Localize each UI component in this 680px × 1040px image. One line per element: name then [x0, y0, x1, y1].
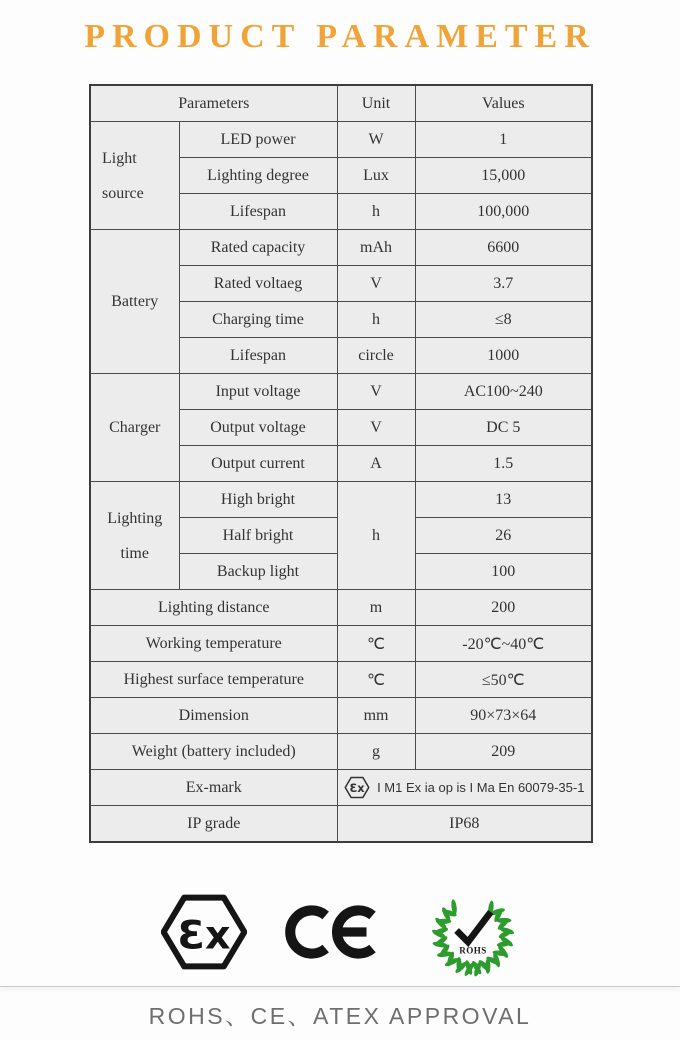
table-cell: h — [337, 482, 415, 590]
table-cell: 13 — [415, 482, 592, 518]
table-row — [90, 698, 592, 734]
table-cell: g — [337, 734, 415, 770]
product-parameter-table — [89, 84, 593, 843]
table-row — [90, 122, 592, 158]
table-cell: 1.5 — [415, 446, 592, 482]
table-cell: V — [337, 374, 415, 410]
table-cell: LED power — [179, 122, 337, 158]
table-cell: ≤50℃ — [415, 662, 592, 698]
table-header-row — [90, 85, 592, 122]
table-cell: IP grade — [90, 806, 337, 843]
table-cell: Lighting distance — [90, 590, 337, 626]
ex-mark-icon — [344, 776, 370, 799]
table-cell: 6600 — [415, 230, 592, 266]
checkmark-icon — [459, 915, 489, 942]
table-cell: V — [337, 266, 415, 302]
table-cell — [337, 770, 592, 806]
table-cell: Lighting time — [90, 482, 179, 590]
table-cell: Light source — [90, 122, 179, 230]
table-cell: Highest surface temperature — [90, 662, 337, 698]
table-cell: mm — [337, 698, 415, 734]
table-cell: Weight (battery included) — [90, 734, 337, 770]
table-row — [90, 806, 592, 843]
certification-logos — [0, 878, 680, 986]
table-cell: 100,000 — [415, 194, 592, 230]
table-cell: Output current — [179, 446, 337, 482]
table-cell: Rated voltaeg — [179, 266, 337, 302]
ex-symbol-text: Ɛx — [349, 782, 365, 796]
section-divider — [0, 986, 680, 987]
table-row — [90, 590, 592, 626]
table-cell: m — [337, 590, 415, 626]
ex-symbol-text: Ɛx — [177, 912, 231, 959]
table-cell: 1 — [415, 122, 592, 158]
page-title: PRODUCT PARAMETER — [84, 18, 596, 55]
table-cell: W — [337, 122, 415, 158]
table-header-cell: Parameters — [90, 85, 337, 122]
table-cell: ℃ — [337, 662, 415, 698]
table-cell: 3.7 — [415, 266, 592, 302]
table-cell: 26 — [415, 518, 592, 554]
table-row — [90, 662, 592, 698]
table-cell: 209 — [415, 734, 592, 770]
table-cell: IP68 — [337, 806, 592, 843]
table-cell: Rated capacity — [179, 230, 337, 266]
table-cell: ℃ — [337, 626, 415, 662]
table-cell: Input voltage — [179, 374, 337, 410]
table-cell: 100 — [415, 554, 592, 590]
table-row — [90, 734, 592, 770]
table-cell: High bright — [179, 482, 337, 518]
table-cell: A — [337, 446, 415, 482]
ex-mark-value — [341, 776, 589, 799]
table-header-cell: Unit — [337, 85, 415, 122]
table-cell: 90×73×64 — [415, 698, 592, 734]
rohs-logo-icon — [427, 884, 519, 980]
table-cell: Ex-mark — [90, 770, 337, 806]
table-cell: Output voltage — [179, 410, 337, 446]
table-cell: Charger — [90, 374, 179, 482]
table-cell: Half bright — [179, 518, 337, 554]
rohs-label-text: ROHS — [459, 945, 487, 956]
table-cell: circle — [337, 338, 415, 374]
table-cell: Lux — [337, 158, 415, 194]
table-row — [90, 770, 592, 806]
table-cell: Charging time — [179, 302, 337, 338]
table-cell: Lighting degree — [179, 158, 337, 194]
table-cell: 1000 — [415, 338, 592, 374]
table-cell: DC 5 — [415, 410, 592, 446]
table-cell: Dimension — [90, 698, 337, 734]
table-cell: Lifespan — [179, 338, 337, 374]
table-cell: mAh — [337, 230, 415, 266]
table-cell: h — [337, 194, 415, 230]
approval-text: ROHS、CE、ATEX APPROVAL — [148, 1003, 532, 1029]
table-cell: -20℃~40℃ — [415, 626, 592, 662]
ex-mark-text: I M1 Ex ia op is I Ma En 60079-35-1 — [377, 780, 585, 795]
table-cell: Battery — [90, 230, 179, 374]
table-cell: AC100~240 — [415, 374, 592, 410]
table-row — [90, 626, 592, 662]
table-cell: Working temperature — [90, 626, 337, 662]
ce-logo-icon — [283, 893, 391, 971]
table-cell: V — [337, 410, 415, 446]
table-cell: Backup light — [179, 554, 337, 590]
table-cell: 200 — [415, 590, 592, 626]
atex-ex-logo-icon — [161, 891, 247, 973]
table-cell: 15,000 — [415, 158, 592, 194]
table-cell: h — [337, 302, 415, 338]
table-cell: ≤8 — [415, 302, 592, 338]
table-body — [90, 85, 592, 842]
table-header-cell: Values — [415, 85, 592, 122]
table-row — [90, 374, 592, 410]
table-row — [90, 230, 592, 266]
table-row — [90, 482, 592, 518]
table-cell: Lifespan — [179, 194, 337, 230]
